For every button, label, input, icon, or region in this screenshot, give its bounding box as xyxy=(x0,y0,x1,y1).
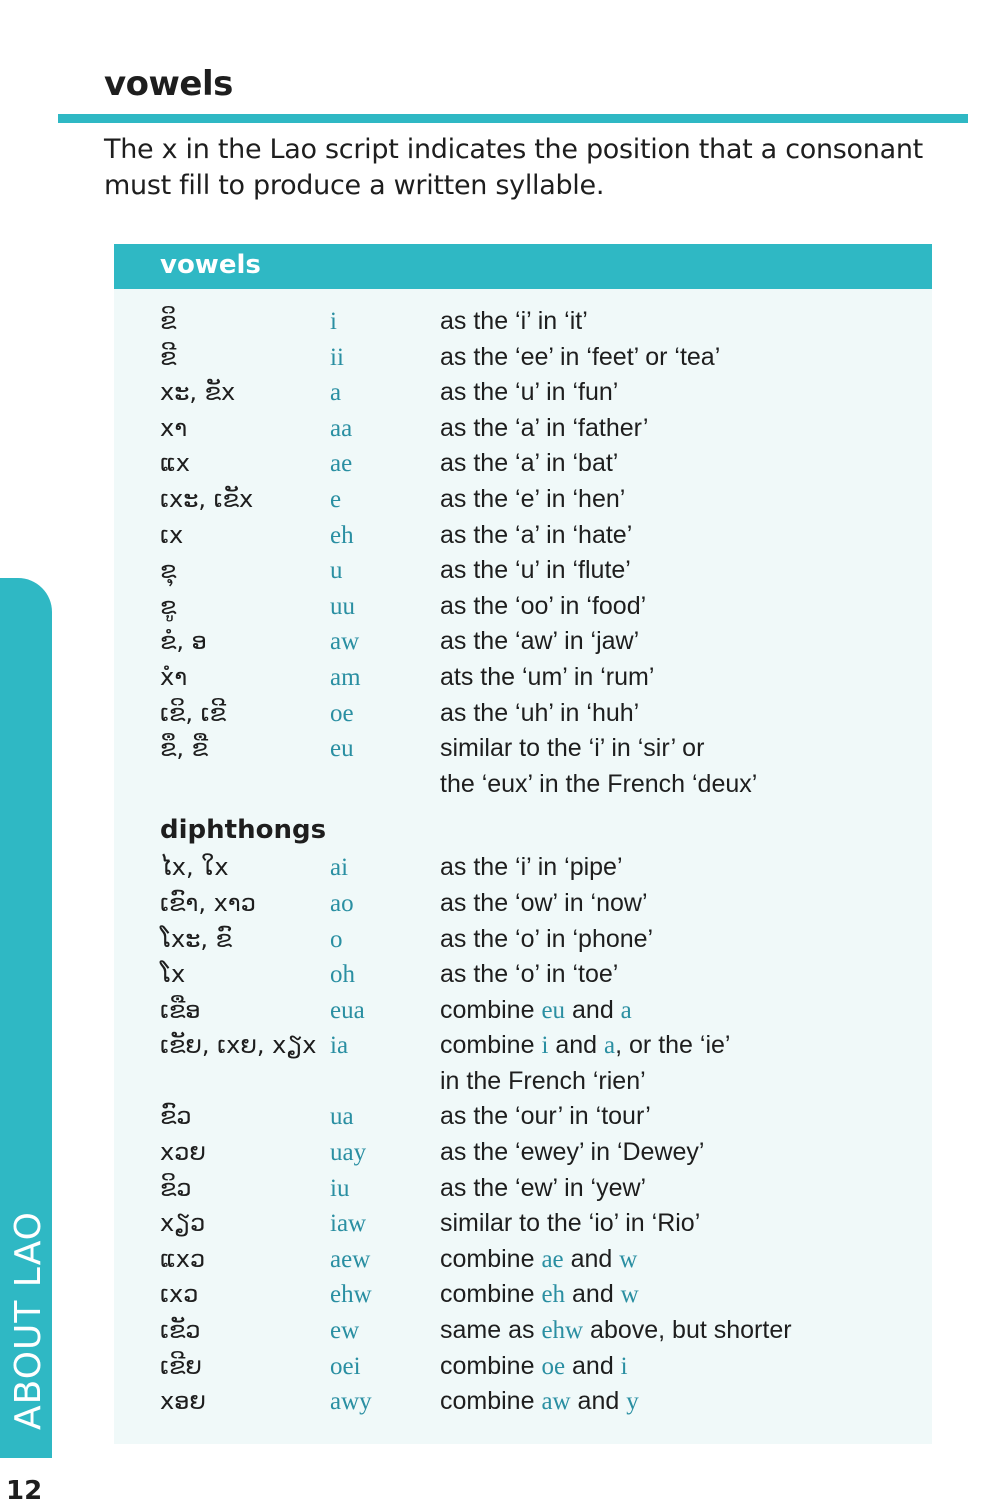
table-row xyxy=(114,589,932,625)
pronunciation-cell xyxy=(440,1206,932,1242)
pronunciation-line xyxy=(440,886,932,922)
pronunciation-text: same as xyxy=(440,1316,542,1345)
lao-script-cell: ໄx, ໃx xyxy=(160,853,229,882)
table-row xyxy=(114,518,932,554)
romanization-cell: aa xyxy=(330,414,353,442)
romanization-cell: e xyxy=(330,485,342,513)
lao-script-cell: ຂິ xyxy=(160,307,177,335)
pronunciation-line xyxy=(440,922,932,958)
highlighted-romanization: a xyxy=(620,996,632,1024)
pronunciation-cell xyxy=(440,731,932,802)
lao-script-cell: ເຂັຍ, ເxຍ, xຽx xyxy=(160,1031,317,1060)
table-row xyxy=(114,1028,932,1099)
table-row xyxy=(114,411,932,447)
lao-script-cell: xວຍ xyxy=(160,1138,206,1167)
table-header xyxy=(114,244,932,289)
table-row xyxy=(114,731,932,802)
table-row xyxy=(114,446,932,482)
table-row xyxy=(114,696,932,732)
lao-script-cell: ຂຸ xyxy=(160,556,177,585)
pronunciation-line xyxy=(440,660,932,696)
pronunciation-text: similar to the ‘io’ in ‘Rio’ xyxy=(440,1209,701,1238)
romanization-cell: a xyxy=(330,379,342,407)
romanization-cell: am xyxy=(330,663,361,691)
pronunciation-line xyxy=(440,518,932,554)
pronunciation-text: , or the ‘ie’ xyxy=(615,1031,731,1060)
pronunciation-text: combine xyxy=(440,1031,542,1060)
pronunciation-cell xyxy=(440,1099,932,1135)
table-row xyxy=(114,1313,932,1349)
highlighted-romanization: a xyxy=(604,1032,616,1060)
pronunciation-line xyxy=(440,624,932,660)
pronunciation-cell xyxy=(440,660,932,696)
pronunciation-text: combine xyxy=(440,1244,542,1273)
highlighted-romanization: aw xyxy=(541,1388,571,1416)
pronunciation-text: as the ‘u’ in ‘fun’ xyxy=(440,378,619,407)
romanization-cell: iaw xyxy=(330,1210,367,1238)
romanization-cell: ehw xyxy=(330,1281,372,1309)
highlighted-romanization: i xyxy=(620,1352,628,1380)
pronunciation-line xyxy=(440,446,932,482)
pronunciation-cell xyxy=(440,411,932,447)
pronunciation-text: as the ‘i’ in ‘it’ xyxy=(440,307,588,335)
lao-script-cell: xອຍ xyxy=(160,1387,206,1416)
pronunciation-text: as the ‘aw’ in ‘jaw’ xyxy=(440,627,640,656)
pronunciation-text: and xyxy=(565,995,621,1024)
pronunciation-text: as the ‘ow’ in ‘now’ xyxy=(440,888,648,917)
pronunciation-text: as the ‘a’ in ‘bat’ xyxy=(440,449,619,478)
lao-script-cell: ໂx xyxy=(160,960,186,989)
pronunciation-text: as the ‘ewey’ in ‘Dewey’ xyxy=(440,1138,705,1167)
highlighted-romanization: w xyxy=(619,1245,638,1273)
pronunciation-cell xyxy=(440,1242,932,1278)
lao-script-cell: ເx xyxy=(160,520,184,549)
page-number: 12 xyxy=(6,1476,43,1506)
pronunciation-text: and xyxy=(548,1031,605,1060)
pronunciation-text: as the ‘ew’ in ‘yew’ xyxy=(440,1173,647,1202)
pronunciation-cell xyxy=(440,589,932,625)
side-tab-label: ABOUT LAO xyxy=(8,1210,49,1430)
table-row xyxy=(114,660,932,696)
romanization-cell: oe xyxy=(330,699,354,727)
pronunciation-line xyxy=(440,375,932,411)
lao-script-cell: ຂິວ xyxy=(160,1173,192,1202)
lao-script-cell: ເຂືອ xyxy=(160,995,201,1024)
pronunciation-text: combine xyxy=(440,995,542,1024)
highlighted-romanization: ehw xyxy=(541,1317,584,1345)
page-heading: vowels xyxy=(104,64,233,104)
pronunciation-text: above, but shorter xyxy=(583,1316,792,1345)
pronunciation-line xyxy=(440,1028,932,1064)
pronunciation-line xyxy=(440,1206,932,1242)
pronunciation-line xyxy=(440,696,932,732)
pronunciation-text: and xyxy=(570,1387,627,1416)
pronunciation-line xyxy=(440,731,932,767)
pronunciation-line xyxy=(440,340,932,376)
pronunciation-text: similar to the ‘i’ in ‘sir’ or xyxy=(440,734,705,763)
pronunciation-line xyxy=(440,304,932,340)
lao-script-cell: xຽວ xyxy=(160,1209,206,1238)
table-row xyxy=(114,957,932,993)
vowel-table xyxy=(114,244,932,1444)
table-row xyxy=(114,375,932,411)
romanization-cell: ae xyxy=(330,450,353,478)
pronunciation-line xyxy=(440,957,932,993)
pronunciation-line xyxy=(440,589,932,625)
pronunciation-text: the ‘eux’ in the French ‘deux’ xyxy=(440,769,758,798)
pronunciation-text: as the ‘our’ in ‘tour’ xyxy=(440,1102,651,1131)
pronunciation-text: as the ‘e’ in ‘hen’ xyxy=(440,484,626,513)
romanization-cell: i xyxy=(330,308,337,335)
pronunciation-text: combine xyxy=(440,1351,542,1380)
lao-script-cell: ເຂີຍ xyxy=(160,1351,202,1380)
pronunciation-cell xyxy=(440,886,932,922)
romanization-cell: u xyxy=(330,557,343,585)
table-row xyxy=(114,1135,932,1171)
romanization-cell: oh xyxy=(330,961,355,989)
romanization-cell: ai xyxy=(330,854,349,882)
pronunciation-cell xyxy=(440,340,932,376)
table-row xyxy=(114,482,932,518)
romanization-cell: awy xyxy=(330,1388,372,1416)
pronunciation-line xyxy=(440,482,932,518)
vowels-section xyxy=(114,304,932,802)
pronunciation-cell xyxy=(440,1277,932,1313)
romanization-cell: ua xyxy=(330,1103,354,1131)
pronunciation-cell xyxy=(440,624,932,660)
lao-script-cell: ຂໍ, ອ xyxy=(160,627,207,656)
highlighted-romanization: w xyxy=(620,1281,639,1309)
table-rows xyxy=(114,304,932,1420)
pronunciation-line xyxy=(440,553,932,589)
table-row xyxy=(114,553,932,589)
pronunciation-text: combine xyxy=(440,1387,542,1416)
pronunciation-cell xyxy=(440,553,932,589)
pronunciation-line xyxy=(440,1349,932,1385)
lao-script-cell: ເxວ xyxy=(160,1280,199,1309)
romanization-cell: o xyxy=(330,925,343,953)
lao-script-cell: xໍາ xyxy=(160,662,188,691)
pronunciation-text: and xyxy=(565,1280,621,1309)
table-row xyxy=(114,886,932,922)
pronunciation-line xyxy=(440,850,932,886)
pronunciation-text: as the ‘a’ in ‘father’ xyxy=(440,413,649,442)
pronunciation-text: and xyxy=(563,1244,620,1273)
table-row xyxy=(114,1384,932,1420)
table-row xyxy=(114,1277,932,1313)
pronunciation-line xyxy=(440,767,932,803)
pronunciation-cell xyxy=(440,957,932,993)
lao-script-cell: xະ, ຂັx xyxy=(160,378,236,407)
pronunciation-line xyxy=(440,1313,932,1349)
pronunciation-line xyxy=(440,1171,932,1207)
table-row xyxy=(114,922,932,958)
pronunciation-text: as the ‘ee’ in ‘feet’ or ‘tea’ xyxy=(440,342,721,371)
pronunciation-cell xyxy=(440,1349,932,1385)
lao-script-cell: ເຂິ, ເຂີ xyxy=(160,698,227,727)
pronunciation-line xyxy=(440,411,932,447)
romanization-cell: eh xyxy=(330,521,354,549)
pronunciation-text: ats the ‘um’ in ‘rum’ xyxy=(440,662,655,691)
pronunciation-cell xyxy=(440,696,932,732)
lao-script-cell: ແxວ xyxy=(160,1244,206,1273)
table-row xyxy=(114,624,932,660)
pronunciation-text: as the ‘o’ in ‘phone’ xyxy=(440,924,654,953)
highlighted-romanization: eh xyxy=(541,1281,566,1309)
highlighted-romanization: i xyxy=(541,1032,549,1060)
highlighted-romanization: y xyxy=(626,1388,639,1416)
pronunciation-text: in the French ‘rien’ xyxy=(440,1066,646,1095)
romanization-cell: uu xyxy=(330,592,355,620)
pronunciation-line xyxy=(440,1384,932,1420)
table-row xyxy=(114,304,932,340)
diphthongs-section xyxy=(114,850,932,1420)
pronunciation-cell xyxy=(440,518,932,554)
table-row xyxy=(114,993,932,1029)
lao-script-cell: ຂົວ xyxy=(160,1102,192,1131)
pronunciation-text: combine xyxy=(440,1280,542,1309)
pronunciation-text: as the ‘a’ in ‘hate’ xyxy=(440,520,633,549)
lao-script-cell: xາ xyxy=(160,413,188,442)
highlighted-romanization: oe xyxy=(541,1352,566,1380)
pronunciation-cell xyxy=(440,446,932,482)
pronunciation-line xyxy=(440,1277,932,1313)
pronunciation-cell xyxy=(440,993,932,1029)
lao-script-cell: ເຂົາ, xາວ xyxy=(160,888,256,917)
pronunciation-text: as the ‘u’ in ‘flute’ xyxy=(440,556,631,585)
romanization-cell: ew xyxy=(330,1317,360,1345)
table-row xyxy=(114,1171,932,1207)
lao-script-cell: ຂີ xyxy=(160,342,177,371)
pronunciation-text: as the ‘o’ in ‘toe’ xyxy=(440,960,619,989)
pronunciation-line xyxy=(440,993,932,1029)
lao-script-cell: ເxະ, ເຂັx xyxy=(160,484,254,513)
romanization-cell: aew xyxy=(330,1245,371,1273)
pronunciation-cell xyxy=(440,1384,932,1420)
table-header-label: vowels xyxy=(160,250,261,280)
highlighted-romanization: eu xyxy=(541,996,566,1024)
diphthongs-subheading: diphthongs xyxy=(160,815,327,846)
romanization-cell: oei xyxy=(330,1352,361,1380)
pronunciation-cell xyxy=(440,922,932,958)
pronunciation-cell xyxy=(440,482,932,518)
pronunciation-line xyxy=(440,1242,932,1278)
lao-script-cell: ຂຶ, ຂື xyxy=(160,734,209,763)
romanization-cell: eua xyxy=(330,996,365,1024)
lao-script-cell: ແx xyxy=(160,449,190,478)
pronunciation-text: as the ‘i’ in ‘pipe’ xyxy=(440,853,623,882)
pronunciation-cell xyxy=(440,1313,932,1349)
romanization-cell: iu xyxy=(330,1174,350,1202)
lao-script-cell: ໂxະ, ຂົ xyxy=(160,924,233,953)
table-row xyxy=(114,1349,932,1385)
table-row xyxy=(114,340,932,376)
romanization-cell: uay xyxy=(330,1139,367,1167)
pronunciation-cell xyxy=(440,1135,932,1171)
highlighted-romanization: ae xyxy=(541,1245,564,1273)
romanization-cell: aw xyxy=(330,628,360,656)
heading-rule xyxy=(58,114,968,123)
pronunciation-text: as the ‘uh’ in ‘huh’ xyxy=(440,698,640,727)
lao-script-cell: ຂູ xyxy=(160,591,177,620)
pronunciation-cell xyxy=(440,850,932,886)
table-row xyxy=(114,1242,932,1278)
pronunciation-line xyxy=(440,1135,932,1171)
pronunciation-cell xyxy=(440,1171,932,1207)
romanization-cell: eu xyxy=(330,735,354,763)
table-row xyxy=(114,1206,932,1242)
romanization-cell: ii xyxy=(330,343,344,371)
pronunciation-cell xyxy=(440,1028,932,1099)
pronunciation-text: as the ‘oo’ in ‘food’ xyxy=(440,591,647,620)
pronunciation-text: and xyxy=(565,1351,621,1380)
table-row xyxy=(114,1099,932,1135)
lao-script-cell: ເຂັວ xyxy=(160,1316,201,1345)
pronunciation-cell xyxy=(440,375,932,411)
romanization-cell: ao xyxy=(330,889,354,917)
romanization-cell: ia xyxy=(330,1032,349,1060)
table-row xyxy=(114,850,932,886)
pronunciation-line xyxy=(440,1064,932,1100)
pronunciation-line xyxy=(440,1099,932,1135)
pronunciation-cell xyxy=(440,304,932,340)
intro-paragraph: The x in the Lao script indicates the position that a consonant must fill to produce a written syllable. xyxy=(104,134,923,201)
